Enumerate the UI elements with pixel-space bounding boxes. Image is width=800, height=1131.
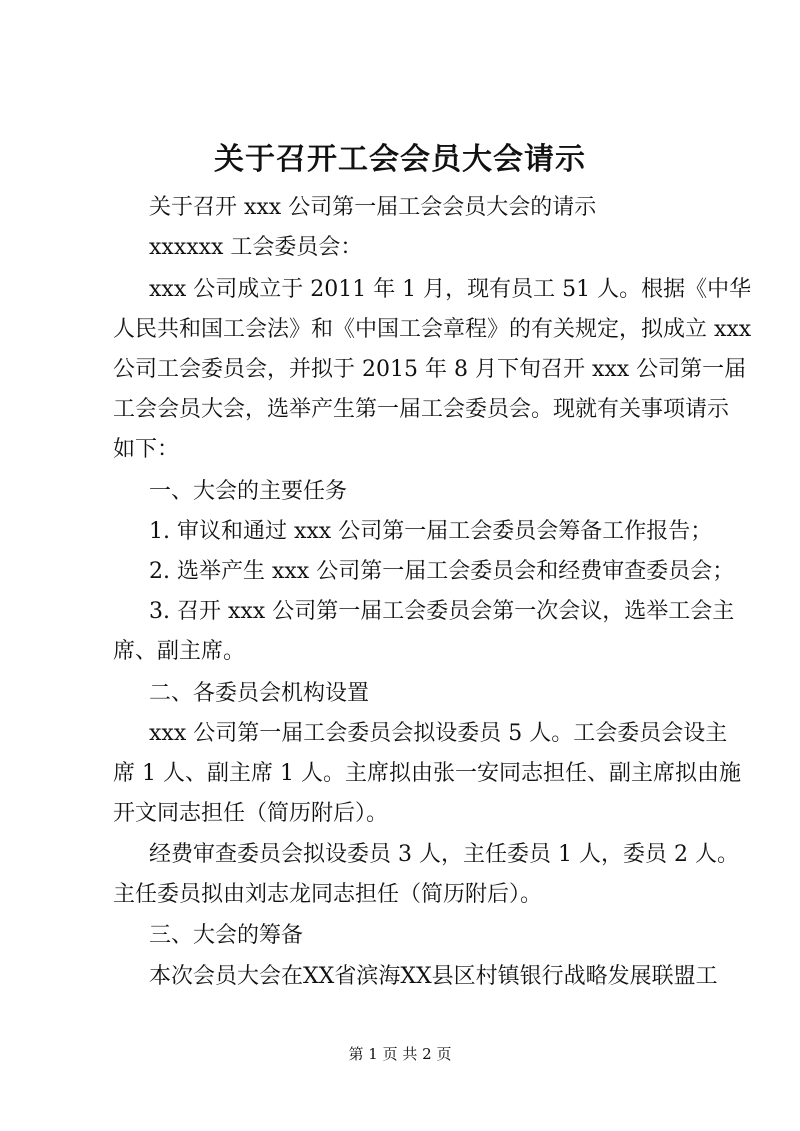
list-item-continuation: 席、副主席。 <box>113 639 246 664</box>
paragraph-line: 主任委员拟由刘志龙同志担任（简历附后）。 <box>113 882 543 907</box>
document-title: 关于召开工会会员大会请示 <box>214 142 586 177</box>
section-heading: 一、大会的主要任务 <box>149 479 348 504</box>
paragraph-line: 经费审查委员会拟设委员 3 人，主任委员 1 人，委员 2 人。 <box>149 842 739 867</box>
paragraph-line: 人民共和国工会法》和《中国工会章程》的有关规定，拟成立 xxx <box>113 317 752 342</box>
list-item: 3. 召开 xxx 公司第一届工会委员会第一次会议，选举工会主 <box>149 599 735 624</box>
paragraph-line: 工会会员大会，选举产生第一届工会委员会。现就有关事项请示 <box>113 397 730 422</box>
salutation: xxxxxx 工会委员会： <box>149 235 363 260</box>
paragraph-line: 如下： <box>113 437 180 462</box>
paragraph-line: 席 1 人、副主席 1 人。主席拟由张一安同志担任、副主席拟由施 <box>113 761 741 786</box>
list-item: 1. 审议和通过 xxx 公司第一届工会委员会筹备工作报告； <box>149 519 713 544</box>
paragraph-line: xxx 公司第一届工会委员会拟设委员 5 人。工会委员会设主 <box>149 721 728 746</box>
paragraph-line: 公司工会委员会，并拟于 2015 年 8 月下旬召开 xxx 公司第一届 <box>113 357 747 382</box>
paragraph-line: xxx 公司成立于 2011 年 1 月，现有员工 51 人。根据《中华 <box>149 277 752 302</box>
paragraph-line: 本次会员大会在XX省滨海XX县区村镇银行战略发展联盟工 <box>149 964 718 989</box>
section-heading: 二、各委员会机构设置 <box>149 681 370 706</box>
page-footer: 第 1 页 共 2 页 <box>348 1045 452 1063</box>
list-item: 2. 选举产生 xxx 公司第一届工会委员会和经费审查委员会； <box>149 559 735 584</box>
paragraph-line: 开文同志担任（简历附后）。 <box>113 801 389 826</box>
subject-line: 关于召开 xxx 公司第一届工会会员大会的请示 <box>149 195 597 220</box>
section-heading: 三、大会的筹备 <box>149 923 304 948</box>
